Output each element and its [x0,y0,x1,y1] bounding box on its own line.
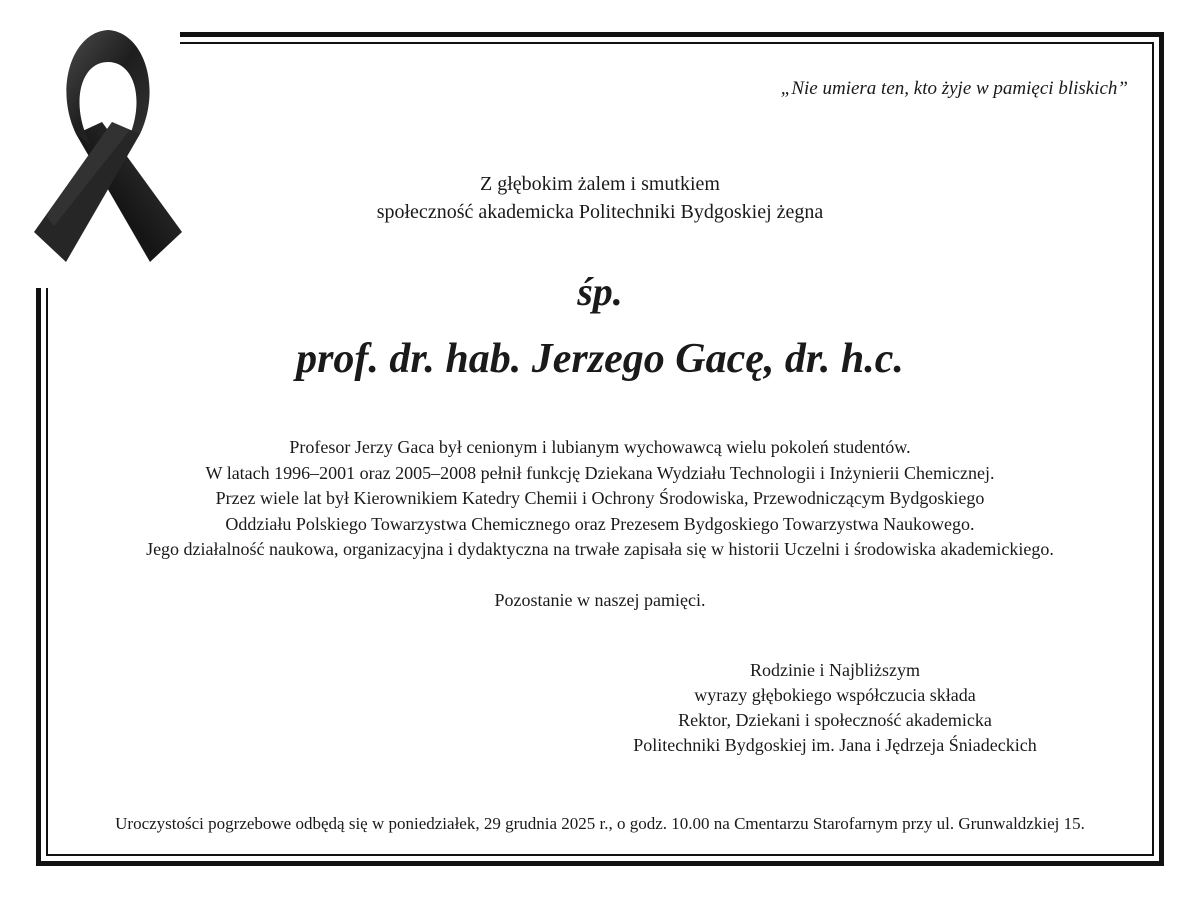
biography [0,435,1200,563]
intro-text [0,170,1200,226]
condolences-line: Rodzinie i Najbliższym [750,660,920,680]
condolences-block [585,658,1085,758]
funeral-info: Uroczystości pogrzebowe odbędą się w poniedziałek, 29 grudnia 2025 r., o godz. 10.00 na Cmentarzu Starofarnym przy ul. Grunwaldzkiej 15. [115,814,1085,833]
mourning-ribbon-icon [32,26,184,266]
honorific-title: śp. [577,269,623,314]
bio-line: Przez wiele lat był Kierownikiem Katedry Chemii i Ochrony Środowiska, Przewodniczącym Bydgoskiego [215,488,985,508]
intro-line: Z głębokim żalem i smutkiem [480,173,720,195]
condolences-line: wyrazy głębokiego współczucia składa [694,685,976,705]
condolences-line: Rektor, Dziekani i społeczność akademicka [678,710,992,730]
remembrance-line: Pozostanie w naszej pamięci. [494,590,706,610]
deceased-name: prof. dr. hab. Jerzego Gacę, dr. h.c. [296,336,904,382]
condolences-line: Politechniki Bydgoskiej im. Jana i Jędrzeja Śniadeckich [633,735,1037,755]
bio-line: Profesor Jerzy Gaca był cenionym i lubianym wychowawcą wielu pokoleń studentów. [289,437,911,457]
motto-quote: „Nie umiera ten, kto żyje w pamięci bliskich” [780,78,1128,99]
intro-line: społeczność akademicka Politechniki Bydgoskiej żegna [376,201,824,223]
bio-line: W latach 1996–2001 oraz 2005–2008 pełnił funkcję Dziekana Wydziału Technologii i Inżynierii Chemicznej. [205,462,995,483]
bio-line: Jego działalność naukowa, organizacyjna i dydaktyczna na trwałe zapisała się w historii Uczelni i środowiska akademickiego. [146,539,1054,559]
bio-line: Oddziału Polskiego Towarzystwa Chemicznego oraz Prezesem Bydgoskiego Towarzystwa Naukowego. [225,513,975,534]
